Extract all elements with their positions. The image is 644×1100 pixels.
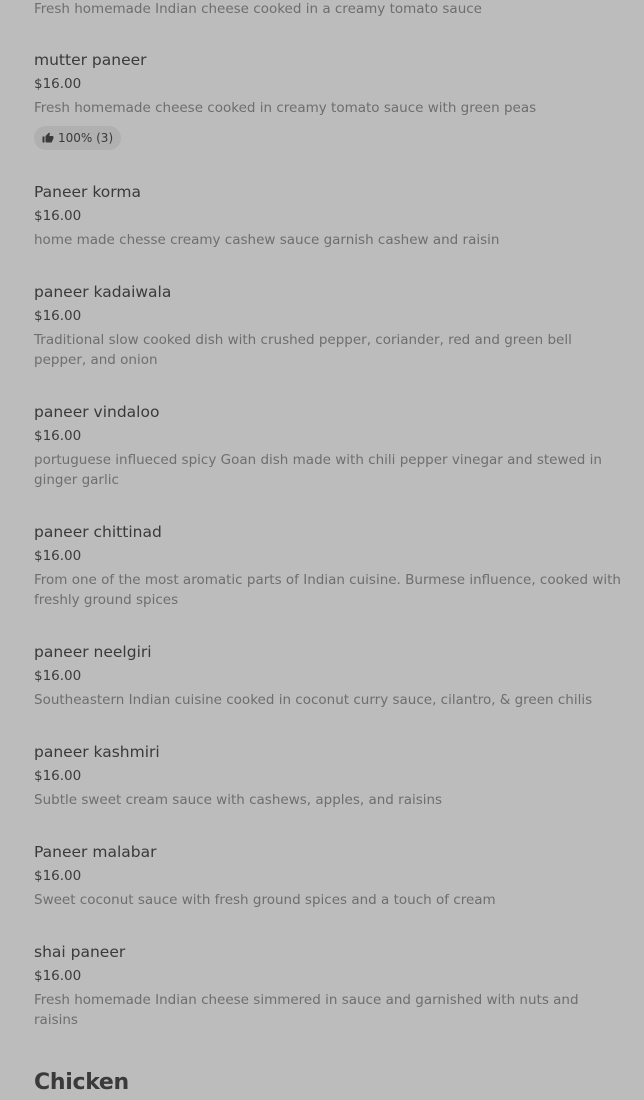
item-name[interactable]: paneer kashmiri <box>34 743 160 761</box>
menu-item-paneer-malabar[interactable] <box>34 842 622 910</box>
item-description: Fresh homemade Indian cheese cooked in a creamy tomato sauce <box>34 1 482 17</box>
item-price: $16.00 <box>34 208 82 224</box>
section-title-chicken: Chicken <box>34 1070 129 1095</box>
item-name[interactable]: paneer chittinad <box>34 523 162 541</box>
item-name[interactable]: mutter paneer <box>34 51 147 69</box>
item-description: Subtle sweet cream sauce with cashews, apples, and raisins <box>34 792 443 808</box>
item-price: $16.00 <box>34 308 82 324</box>
menu-item-paneer-kashmiri[interactable] <box>34 742 622 810</box>
thumbs-up-icon <box>42 132 54 144</box>
item-price: $16.00 <box>34 428 82 444</box>
item-name[interactable]: paneer vindaloo <box>34 403 160 421</box>
item-name[interactable]: paneer kadaiwala <box>34 283 172 301</box>
item-description: Sweet coconut sauce with fresh ground spices and a touch of cream <box>34 892 496 908</box>
menu-item-shai-paneer[interactable] <box>34 942 622 1030</box>
item-price: $16.00 <box>34 668 82 684</box>
menu-item-paneer-chittinad[interactable] <box>34 522 622 610</box>
item-name[interactable]: Paneer korma <box>34 183 141 201</box>
item-description: Fresh homemade Indian cheese simmered in sauce and garnished with nuts and raisins <box>34 992 579 1028</box>
item-description: Southeastern Indian cuisine cooked in coconut curry sauce, cilantro, & green chilis <box>34 692 593 708</box>
item-name[interactable]: Paneer malabar <box>34 843 157 861</box>
item-description: From one of the most aromatic parts of Indian cuisine. Burmese influence, cooked with freshly ground spices <box>34 572 621 608</box>
menu-item-paneer-korma[interactable] <box>34 182 622 250</box>
item-price: $16.00 <box>34 768 82 784</box>
rating-text: 100% (3) <box>58 131 114 145</box>
item-description: Fresh homemade cheese cooked in creamy tomato sauce with green peas <box>34 100 537 116</box>
item-price: $16.00 <box>34 868 82 884</box>
item-description: portuguese influeced spicy Goan dish made with chili pepper vinegar and stewed in ginger garlic <box>34 452 602 488</box>
menu-item-paneer-vindaloo[interactable] <box>34 402 622 490</box>
item-price: $16.00 <box>34 76 82 92</box>
item-description: Traditional slow cooked dish with crushed pepper, coriander, red and green bell pepper, and onion <box>34 332 572 368</box>
item-name[interactable]: shai paneer <box>34 943 126 961</box>
item-price: $16.00 <box>34 548 82 564</box>
item-price: $16.00 <box>34 968 82 984</box>
menu-item-mutter-paneer[interactable] <box>34 50 622 150</box>
menu-item-paneer-kadaiwala[interactable] <box>34 282 622 370</box>
item-description: home made chesse creamy cashew sauce garnish cashew and raisin <box>34 232 500 248</box>
menu-item-paneer-neelgiri[interactable] <box>34 642 622 710</box>
rating-badge <box>34 126 121 150</box>
item-name[interactable]: paneer neelgiri <box>34 643 152 661</box>
